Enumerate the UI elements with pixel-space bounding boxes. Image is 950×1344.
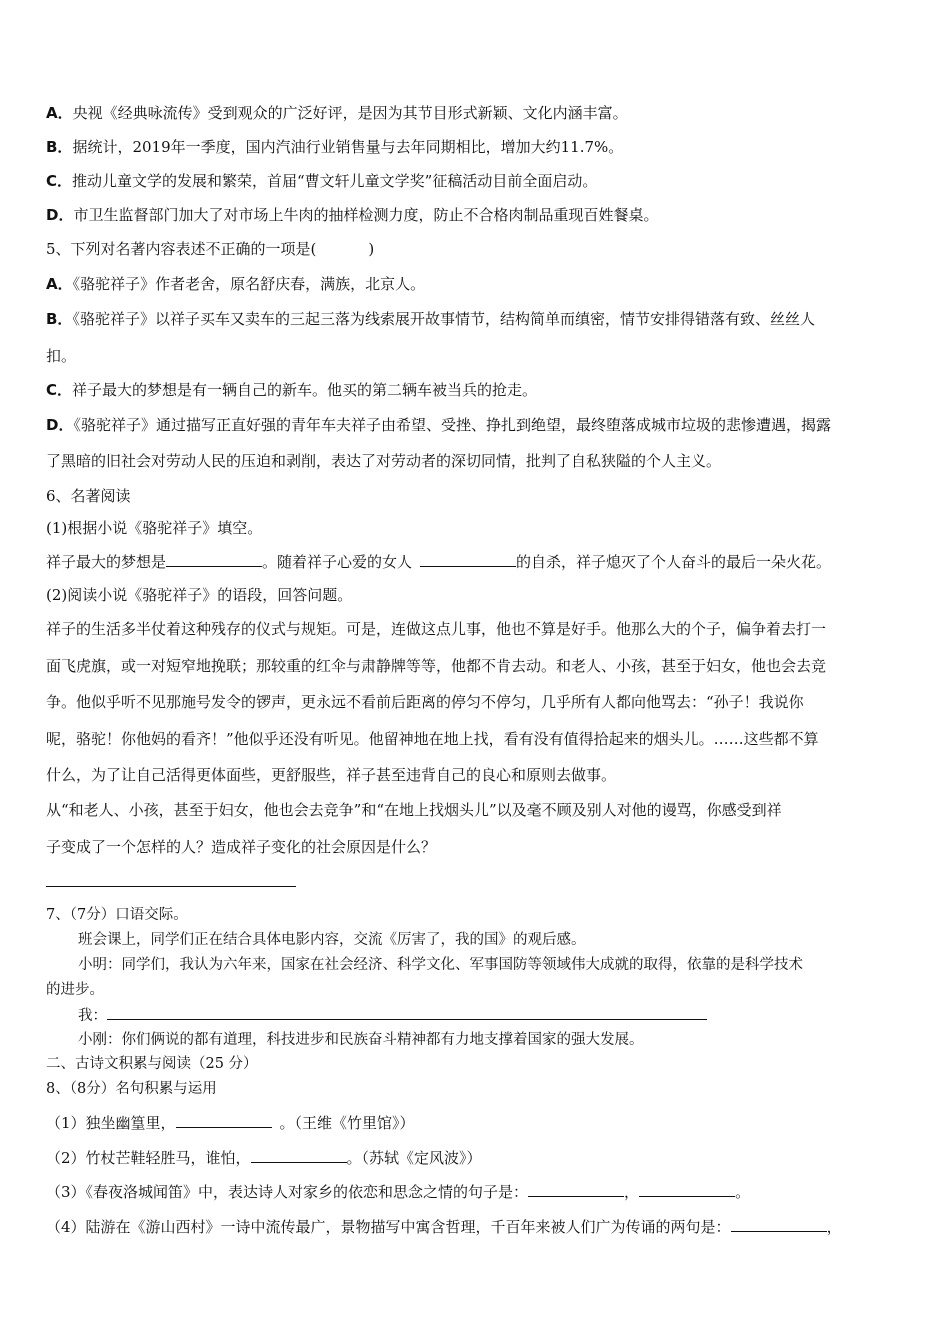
passage-line: 争。他似乎听不见那施号发令的锣声，更永远不看前后距离的停匀不停匀，几乎所有人都向他骂去：“孙子！我说你 xyxy=(46,693,804,711)
q6-part2: (2)阅读小说《骆驼祥子》的语段，回答问题。 xyxy=(46,586,353,604)
q8-item-3: （3）《春夜洛城闻笛》中，表达诗人对家乡的依恋和思念之情的句子是： ， 。 xyxy=(46,1183,751,1201)
q6-fill-line: 祥子最大的梦想是 。随着祥子心爱的女人 的自杀，祥子熄灭了个人奋斗的最后一朵火花。 xyxy=(46,553,832,571)
q7-me-line: 我： xyxy=(78,1005,910,1026)
passage-line: 什么，为了让自己活得更体面些，更舒服些，祥子甚至违背自己的良心和原则去做事。 xyxy=(46,766,617,784)
q8-blank-4[interactable] xyxy=(731,1217,827,1232)
q7-xiaoming-cont: 的进步。 xyxy=(46,982,104,998)
fill-blank-2[interactable] xyxy=(420,552,516,567)
q5-option-c: C．祥子最大的梦想是有一辆自己的新车。他买的第二辆车被当兵的抢走。 xyxy=(46,381,538,399)
q6-part1: (1)根据小说《骆驼祥子》填空。 xyxy=(46,519,263,537)
q8-blank-1[interactable] xyxy=(176,1113,272,1128)
passage-line: 呢，骆驼！你他妈的看齐！”他似乎还没有听见。他留神地在地上找，看有没有值得拾起来的烟头儿。……这些都不算 xyxy=(46,730,819,748)
q8-item-4: （4）陆游在《游山西村》一诗中流传最广，景物描写中寓含哲理，千百年来被人们广为传诵的两句是： ， xyxy=(46,1218,842,1236)
q4-option-b: B．据统计，2019年一季度，国内汽油行业销售量与去年同期相比，增加大约11.7%。 xyxy=(46,138,624,156)
q7-xiaogang: 小刚：你们俩说的都有道理，科技进步和民族奋斗精神都有力地支撑着国家的强大发展。 xyxy=(78,1032,644,1048)
section2-title: 二、古诗文积累与阅读（25 分） xyxy=(46,1056,258,1072)
passage-line: 面飞虎旗，或一对短窄地挽联；那较重的红伞与肃静牌等等，他都不肯去动。和老人、小孩，甚至于妇女，他也会去竞 xyxy=(46,657,827,675)
q5-option-b-cont: 扣。 xyxy=(46,347,77,365)
q4-option-d: D．市卫生监督部门加大了对市场上牛肉的抽样检测力度，防止不合格肉制品重现百姓餐桌。 xyxy=(46,206,659,224)
q6-title: 6、名著阅读 xyxy=(46,487,131,505)
fill-blank-1[interactable] xyxy=(166,552,262,567)
q8-blank-3b[interactable] xyxy=(639,1182,735,1197)
q7-title: 7、（7分）口语交际。 xyxy=(46,907,188,923)
q8-item-2: （2）竹杖芒鞋轻胜马，谁怕， 。（苏轼《定风波》） xyxy=(46,1149,482,1167)
q4-option-a: A．央视《经典咏流传》受到观众的广泛好评，是因为其节目形式新颖、文化内涵丰富。 xyxy=(46,104,628,122)
q7-intro: 班会课上，同学们正在结合具体电影内容，交流《厉害了，我的国》的观后感。 xyxy=(78,932,586,948)
question-line: 子变成了一个怎样的人？造成祥子变化的社会原因是什么？ xyxy=(46,838,437,856)
passage-line: 祥子的生活多半仗着这种残存的仪式与规矩。可是，连做这点儿事，他也不算是好手。他那么大的个子，偏争着去打一 xyxy=(46,620,827,638)
q5-option-d: D．《骆驼祥子》通过描写正直好强的青年车夫祥子由希望、受挫、挣扎到绝望，最终堕落成城市垃圾的悲惨遭遇，揭露 xyxy=(46,416,831,434)
q5-option-b: B．《骆驼祥子》以祥子买车又卖车的三起三落为线索展开故事情节，结构简单而缜密，情节安排得错落有致、丝丝人 xyxy=(46,310,815,328)
q4-option-c: C．推动儿童文学的发展和繁荣，首届“曹文轩儿童文学奖”征稿活动目前全面启动。 xyxy=(46,172,598,190)
q8-blank-3a[interactable] xyxy=(528,1182,624,1197)
q7-xiaoming: 小明：同学们，我认为六年来，国家在社会经济、科学文化、军事国防等领域伟大成就的取得，依靠的是科学技术 xyxy=(78,957,803,973)
answer-line[interactable] xyxy=(46,886,296,887)
q8-blank-2[interactable] xyxy=(251,1148,347,1163)
q8-item-1: （1）独坐幽篁里， 。（王维《竹里馆》） xyxy=(46,1114,415,1132)
q5-stem: 5、下列对名著内容表述不正确的一项是( ) xyxy=(46,240,375,258)
q8-title: 8、（8分）名句积累与运用 xyxy=(46,1081,217,1097)
q5-option-a: A．《骆驼祥子》作者老舍，原名舒庆春，满族，北京人。 xyxy=(46,275,426,293)
q5-option-d-cont: 了黑暗的旧社会对劳动人民的压迫和剥削，表达了对劳动者的深切同情，批判了自私狭隘的个人主义。 xyxy=(46,452,722,470)
me-answer-blank[interactable] xyxy=(107,1005,707,1020)
question-line: 从“和老人、小孩，甚至于妇女，他也会去竞争”和“在地上找烟头儿”以及毫不顾及别人对他的谩骂，你感受到祥 xyxy=(46,801,782,819)
